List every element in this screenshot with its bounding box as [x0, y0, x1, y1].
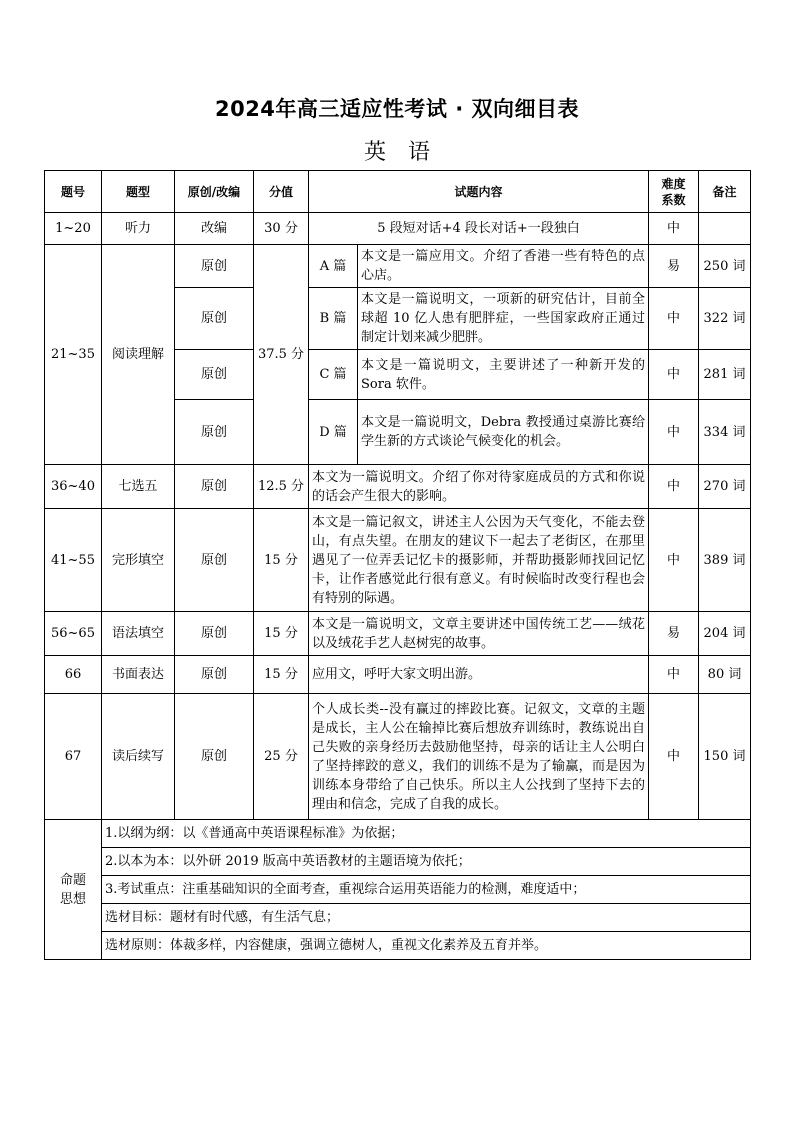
cell-origin: 原创 — [175, 465, 254, 509]
specification-table — [44, 170, 751, 960]
cell-content: 本文是一篇记叙文，讲述主人公因为天气变化，不能去登山，有点失望。在朋友的建议下一起去了老街区，在那里遇见了一位弄丢记忆卡的摄影师，并帮助摄影师找回记忆卡，让作者感觉此行很有意义。有时候临时改变行程也会有特别的际遇。 — [309, 509, 649, 612]
cell-remark: 281 词 — [699, 350, 751, 400]
cell-content: 本文是一篇说明文，文章主要讲述中国传统工艺——绒花以及绒花手艺人赵树宪的故事。 — [309, 612, 649, 656]
cell-score: 37.5 分 — [254, 245, 309, 465]
cell-origin: 原创 — [175, 612, 254, 656]
table-row-thought-5 — [45, 932, 751, 960]
cell-difficulty: 中 — [649, 656, 699, 694]
cell-type: 七选五 — [102, 465, 175, 509]
cell-type: 阅读理解 — [102, 245, 175, 465]
cell-difficulty: 中 — [649, 694, 699, 820]
cell-remark: 389 词 — [699, 509, 751, 612]
cell-passage-label: C 篇 — [309, 350, 358, 400]
cell-difficulty: 中 — [649, 213, 699, 245]
thought-item: 选材原则：体裁多样，内容健康，强调立德树人，重视文化素养及五育并举。 — [102, 932, 751, 960]
cell-type: 读后续写 — [102, 694, 175, 820]
cell-type: 完形填空 — [102, 509, 175, 612]
header-difficulty: 难度系数 — [649, 171, 699, 213]
cell-difficulty: 中 — [649, 465, 699, 509]
cell-content: 本文为一篇说明文。介绍了你对待家庭成员的方式和你说的话会产生很大的影响。 — [309, 465, 649, 509]
cell-content: 本文是一篇应用文。介绍了香港一些有特色的点心店。 — [358, 245, 649, 288]
cell-number: 21~35 — [45, 245, 102, 465]
cell-score: 15 分 — [254, 656, 309, 694]
header-number: 题号 — [45, 171, 102, 213]
table-row-thought-1 — [45, 820, 751, 848]
cell-origin: 原创 — [175, 350, 254, 400]
cell-number: 67 — [45, 694, 102, 820]
cell-number: 1~20 — [45, 213, 102, 245]
cell-origin: 原创 — [175, 509, 254, 612]
cell-score: 25 分 — [254, 694, 309, 820]
cell-difficulty: 中 — [649, 350, 699, 400]
thought-item: 3.考试重点：注重基础知识的全面考查，重视综合运用英语能力的检测，难度适中； — [102, 876, 751, 904]
cell-number: 66 — [45, 656, 102, 694]
table-row-thought-4 — [45, 904, 751, 932]
cell-origin: 原创 — [175, 288, 254, 350]
cell-origin: 原创 — [175, 400, 254, 465]
table-row-grammar — [45, 612, 751, 656]
table-row-thought-3 — [45, 876, 751, 904]
cell-passage-label: D 篇 — [309, 400, 358, 465]
cell-difficulty: 中 — [649, 288, 699, 350]
cell-content: 应用文，呼吁大家文明出游。 — [309, 656, 649, 694]
cell-difficulty: 中 — [649, 400, 699, 465]
cell-passage-label: A 篇 — [309, 245, 358, 288]
cell-remark: 322 词 — [699, 288, 751, 350]
header-content: 试题内容 — [309, 171, 649, 213]
table-row-thought-2 — [45, 848, 751, 876]
cell-origin: 原创 — [175, 694, 254, 820]
header-score: 分值 — [254, 171, 309, 213]
table-row-writing — [45, 656, 751, 694]
cell-type: 书面表达 — [102, 656, 175, 694]
cell-remark: 270 词 — [699, 465, 751, 509]
cell-type: 语法填空 — [102, 612, 175, 656]
cell-origin: 改编 — [175, 213, 254, 245]
cell-remark: 334 词 — [699, 400, 751, 465]
header-type: 题型 — [102, 171, 175, 213]
header-origin: 原创/改编 — [175, 171, 254, 213]
cell-score: 12.5 分 — [254, 465, 309, 509]
cell-difficulty: 易 — [649, 245, 699, 288]
cell-content: 本文是一篇说明文，一项新的研究估计，目前全球超 10 亿人患有肥胖症，一些国家政府正通过制定计划来减少肥胖。 — [358, 288, 649, 350]
cell-content: 本文是一篇说明文，主要讲述了一种新开发的 Sora 软件。 — [358, 350, 649, 400]
cell-number: 36~40 — [45, 465, 102, 509]
table-row-listening — [45, 213, 751, 245]
cell-score: 15 分 — [254, 612, 309, 656]
cell-content: 5 段短对话+4 段长对话+一段独白 — [309, 213, 649, 245]
cell-score: 30 分 — [254, 213, 309, 245]
table-row-reading-a — [45, 245, 751, 288]
cell-type: 听力 — [102, 213, 175, 245]
subject-heading: 英语 — [363, 140, 452, 165]
cell-remark: 150 词 — [699, 694, 751, 820]
cell-origin: 原创 — [175, 245, 254, 288]
thought-item: 选材目标：题材有时代感，有生活气息； — [102, 904, 751, 932]
document-title: 2024年高三适应性考试 · 双向细目表 — [214, 97, 580, 121]
table-row-seven-choice — [45, 465, 751, 509]
cell-content: 个人成长类--没有赢过的摔跤比赛。记叙文，文章的主题是成长，主人公在输掉比赛后想放弃训练时，教练说出自己失败的亲身经历去鼓励他坚持，母亲的话让主人公明白了坚持摔跤的意义，我们的训练不是为了输赢，而是因为训练本身带给了自己快乐。所以主人公找到了坚持下去的理由和信念，完成了自我的成长。 — [309, 694, 649, 820]
cell-difficulty: 易 — [649, 612, 699, 656]
cell-origin: 原创 — [175, 656, 254, 694]
cell-difficulty: 中 — [649, 509, 699, 612]
cell-content: 本文是一篇说明文，Debra 教授通过桌游比赛给学生新的方式谈论气候变化的机会。 — [358, 400, 649, 465]
table-row-continuation — [45, 694, 751, 820]
thought-item: 2.以本为本：以外研 2019 版高中英语教材的主题语境为依托； — [102, 848, 751, 876]
cell-remark: 250 词 — [699, 245, 751, 288]
header-row — [45, 171, 751, 213]
thought-item: 1.以纲为纲：以《普通高中英语课程标准》为依据； — [102, 820, 751, 848]
cell-passage-label: B 篇 — [309, 288, 358, 350]
cell-number: 41~55 — [45, 509, 102, 612]
cell-number: 56~65 — [45, 612, 102, 656]
cell-remark — [699, 213, 751, 245]
cell-score: 15 分 — [254, 509, 309, 612]
cell-remark: 80 词 — [699, 656, 751, 694]
cell-thoughts-label: 命题思想 — [45, 820, 102, 960]
cell-remark: 204 词 — [699, 612, 751, 656]
header-remark: 备注 — [699, 171, 751, 213]
table-row-cloze — [45, 509, 751, 612]
